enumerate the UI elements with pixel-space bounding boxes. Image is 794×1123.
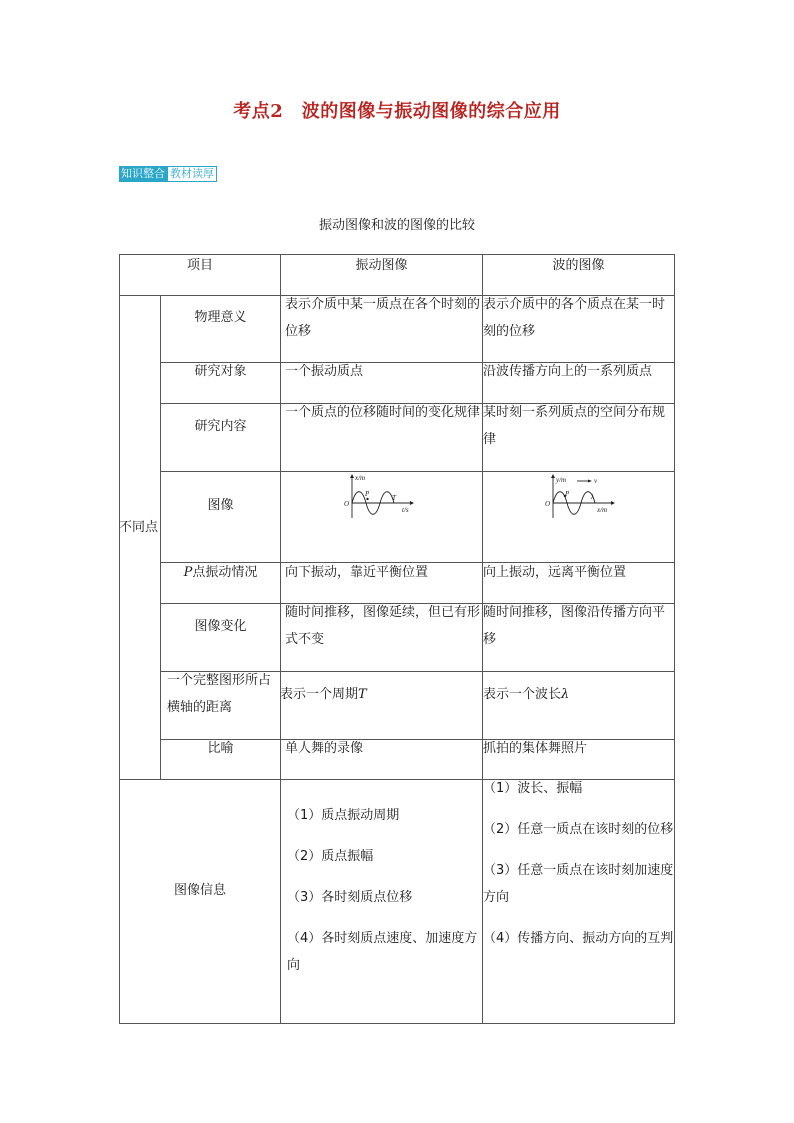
row-research-content-vib: 一个质点的位移随时间的变化规律 (285, 405, 481, 420)
vib-period-label: T (392, 494, 396, 502)
row-metaphor-vib: 单人舞的录像 (285, 741, 364, 756)
row-p-vibration-wave: 向上振动，远离平衡位置 (483, 565, 627, 580)
row-label-research-content: 研究内容 (194, 419, 247, 434)
row-label-metaphor: 比喻 (207, 741, 234, 756)
page-title: 考点2 波的图像与振动图像的综合应用 (233, 101, 561, 122)
row-full-figure-vib (280, 681, 482, 708)
info-vib-item: （4）各时刻质点速度、加速度方向 (287, 931, 478, 973)
info-vib-item: （2）质点振幅 (287, 849, 374, 864)
row-physical-meaning-vib: 表示介质中某一质点在各个时刻的位移 (285, 297, 481, 339)
wave-velocity-label: v (594, 477, 598, 485)
info-wave-item: （4）传播方向、振动方向的互判 (483, 931, 674, 946)
row-full-figure-wave (483, 681, 674, 708)
row-research-object-vib: 一个振动质点 (285, 364, 364, 379)
group-label-differences: 不同点 (119, 520, 159, 535)
header-vibration: 振动图像 (355, 258, 408, 273)
p-variable: P (183, 565, 193, 580)
row-physical-meaning-wave: 表示介质中的各个质点在某一时刻的位移 (483, 297, 666, 339)
wave-origin-label: O (545, 500, 551, 508)
info-vib-item: （3）各时刻质点位移 (287, 890, 413, 905)
vib-origin-label: O (344, 500, 350, 508)
full-figure-wave-text: 表示一个波长 (483, 687, 562, 702)
full-figure-vib-text: 表示一个周期 (280, 687, 359, 702)
period-variable: T (358, 687, 367, 702)
row-label-graph-change: 图像变化 (194, 619, 247, 634)
p-label-rest: 点振动情况 (192, 565, 258, 580)
vib-point-label: P (365, 490, 370, 498)
row-label-full-figure: 一个完整图形所占横轴的距离 (167, 673, 272, 715)
row-metaphor-wave: 抓拍的集体舞照片 (483, 741, 588, 756)
row-graph-change-wave: 随时间推移，图像沿传播方向平移 (483, 605, 666, 647)
info-wave-list (483, 775, 674, 966)
row-label-graph: 图像 (207, 498, 234, 513)
header-wave: 波的图像 (552, 258, 605, 273)
vib-x-axis-label: t/s (402, 506, 409, 514)
row-label-physical-meaning: 物理意义 (194, 310, 247, 325)
wave-y-axis-label: y/m (556, 476, 567, 484)
info-wave-item: （2）任意一质点在该时刻的位移 (483, 822, 674, 837)
header-item: 项目 (186, 258, 213, 273)
info-vib-list (287, 802, 479, 993)
row-research-object-wave: 沿波传播方向上的一系列质点 (483, 364, 653, 379)
wave-point-label: P (565, 490, 570, 498)
row-label-graph-info: 图像信息 (173, 883, 226, 898)
table-caption: 振动图像和波的图像的比较 (318, 218, 475, 233)
row-label-research-object: 研究对象 (194, 364, 247, 379)
badge-knowledge: 知识整合 (121, 167, 165, 180)
info-wave-item: （1）波长、振幅 (483, 781, 583, 796)
vibration-graph (340, 472, 420, 520)
wavelength-variable: λ (561, 687, 570, 702)
wave-graph (541, 472, 621, 520)
row-graph-change-vib: 随时间推移，图像延续，但已有形式不变 (285, 605, 481, 647)
wave-wavelength-label: λ (591, 493, 595, 501)
row-research-content-wave: 某时刻一系列质点的空间分布规律 (483, 405, 666, 447)
info-vib-item: （1）质点振动周期 (287, 808, 400, 823)
vib-y-axis-label: x/m (355, 474, 366, 482)
row-p-vibration-vib: 向下振动，靠近平衡位置 (285, 565, 429, 580)
info-wave-item: （3）任意一质点在该时刻加速度方向 (483, 863, 674, 905)
badge-textbook: 教材读厚 (167, 166, 217, 182)
wave-x-axis-label: x/m (597, 506, 608, 514)
row-label-p-vibration (161, 559, 280, 586)
